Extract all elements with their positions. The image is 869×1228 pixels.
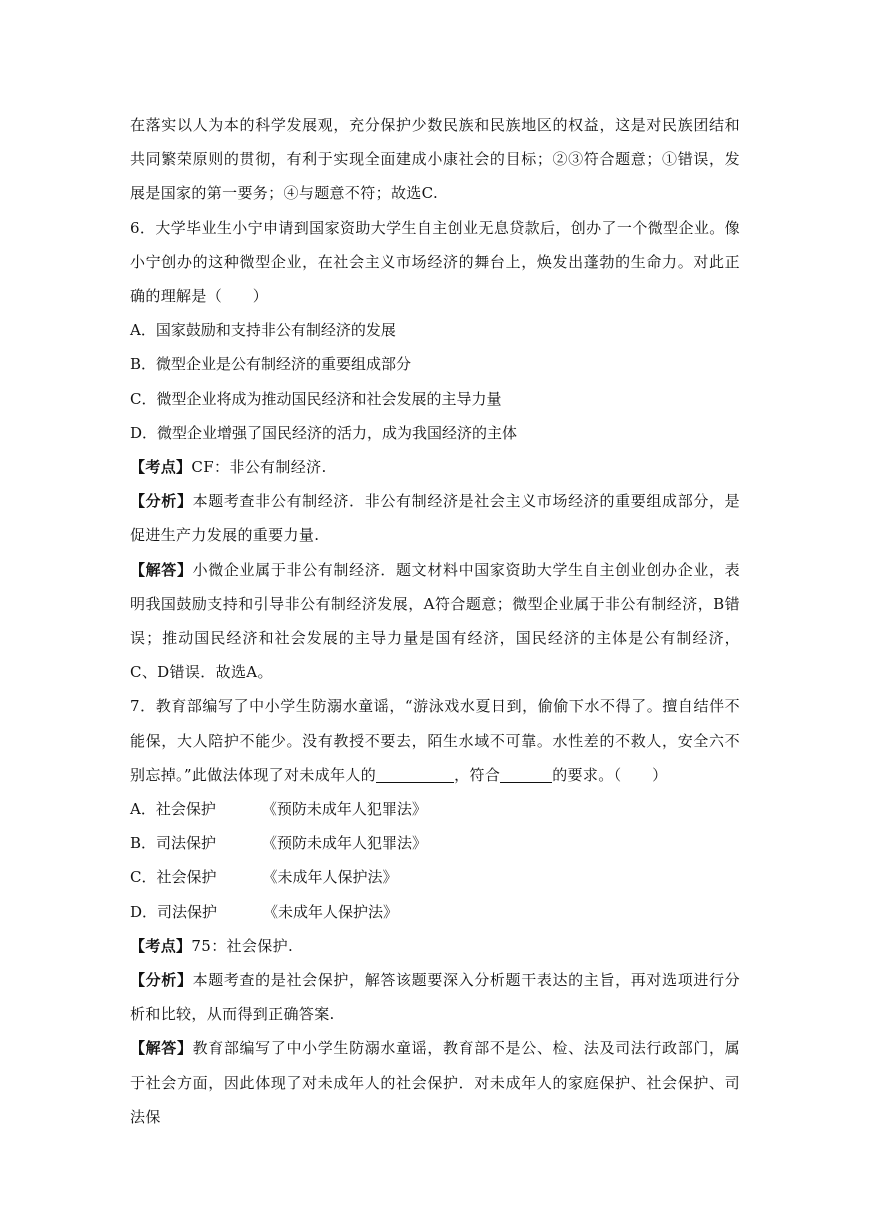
jieda-tag: 【解答】 — [130, 560, 193, 579]
question-7-option-a — [130, 792, 740, 826]
question-7-stem-part2: ，符合 — [454, 765, 501, 784]
question-7-stem — [130, 689, 740, 792]
jieda-tag: 【解答】 — [130, 1039, 193, 1058]
fenxi-text: 本题考查非公有制经济．非公有制经济是社会主义市场经济的重要组成部分，是促进生产力发展的重要力量. — [130, 492, 740, 545]
option-label: A．社会保护 — [130, 800, 216, 819]
question-7-stem-part3: 的要求。（ ） — [552, 765, 668, 784]
jieda-text: 教育部编写了中小学生防溺水童谣，教育部不是公、检、法及司法行政部门，属于社会方面，因此体现了对未成年人的社会保护．对未成年人的家庭保护、社会保护、司法保 — [130, 1039, 740, 1126]
question-7-jieda — [130, 1031, 740, 1134]
option-law: 《预防未成年人犯罪法》 — [262, 834, 428, 853]
question-6-jieda — [130, 553, 740, 690]
question-6-option-d: D．微型企业增强了国民经济的活力，成为我国经济的主体 — [130, 423, 518, 442]
question-7-option-c — [130, 860, 740, 894]
option-law: 《预防未成年人犯罪法》 — [261, 800, 427, 819]
question-6-option-c: C．微型企业将成为推动国民经济和社会发展的主导力量 — [130, 389, 502, 408]
option-label: D．司法保护 — [130, 902, 218, 921]
option-law: 《未成年人保护法》 — [263, 902, 399, 921]
question-6-option-b: B．微型企业是公有制经济的重要组成部分 — [130, 355, 412, 374]
question-6-fenxi — [130, 484, 740, 552]
kaodian-tag: 【考点】 — [130, 936, 192, 955]
question-7-stem-part1: 7．教育部编写了中小学生防溺水童谣，“游泳戏水夏日到，偷偷下水不得了。擅自结伴不能保，大人陪护不能少。没有教授不要去，陌生水域不可靠。水性差的不救人，安全六不别忘掉。”此做法体现了对未成年人的 — [130, 697, 740, 784]
jieda-text: 小微企业属于非公有制经济．题文材料中国家资助大学生自主创业创办企业，表明我国鼓励支持和引导非公有制经济发展，A符合题意；微型企业属于非公有制经济，B错误；推动国民经济和社会发展的主导力量是国有经济，国民经济的主体是公有制经济，C、D错误．故选A。 — [130, 560, 740, 682]
question-7-option-b — [130, 826, 740, 860]
question-6-option-a: A．国家鼓励和支持非公有制经济的发展 — [130, 321, 396, 340]
fenxi-text: 本题考查的是社会保护，解答该题要深入分析题干表达的主旨，再对选项进行分析和比较，从而得到正确答案. — [130, 971, 740, 1024]
option-label: C．社会保护 — [130, 868, 217, 887]
fenxi-tag: 【分析】 — [130, 492, 193, 511]
question-7-option-d — [130, 895, 740, 929]
question-7-fenxi — [130, 963, 740, 1031]
option-law: 《未成年人保护法》 — [262, 868, 398, 887]
question-6-stem: 6．大学毕业生小宁申请到国家资助大学生自主创业无息贷款后，创办了一个微型企业。像小宁创办的这种微型企业，在社会主义市场经济的舞台上，焕发出蓬勃的生命力。对此正确的理解是（ ） — [130, 218, 740, 306]
kaodian-tag: 【考点】 — [130, 458, 192, 477]
kaodian-text: CF：非公有制经济. — [191, 458, 327, 477]
fenxi-tag: 【分析】 — [130, 971, 193, 990]
question-7-kaodian — [130, 929, 740, 963]
option-label: B．司法保护 — [130, 834, 217, 853]
question-6-kaodian — [130, 450, 740, 484]
answer-blank-1 — [376, 768, 454, 783]
kaodian-text: 75：社会保护. — [191, 936, 294, 955]
page-content — [130, 108, 740, 1134]
answer-blank-2 — [500, 768, 552, 783]
prev-answer-continuation: 在落实以人为本的科学发展观，充分保护少数民族和民族地区的权益，这是对民族团结和共同繁荣原则的贯彻，有利于实现全面建成小康社会的目标；②③符合题意；①错误，发展是国家的第一要务；④与题意不符；故选C. — [130, 116, 740, 203]
